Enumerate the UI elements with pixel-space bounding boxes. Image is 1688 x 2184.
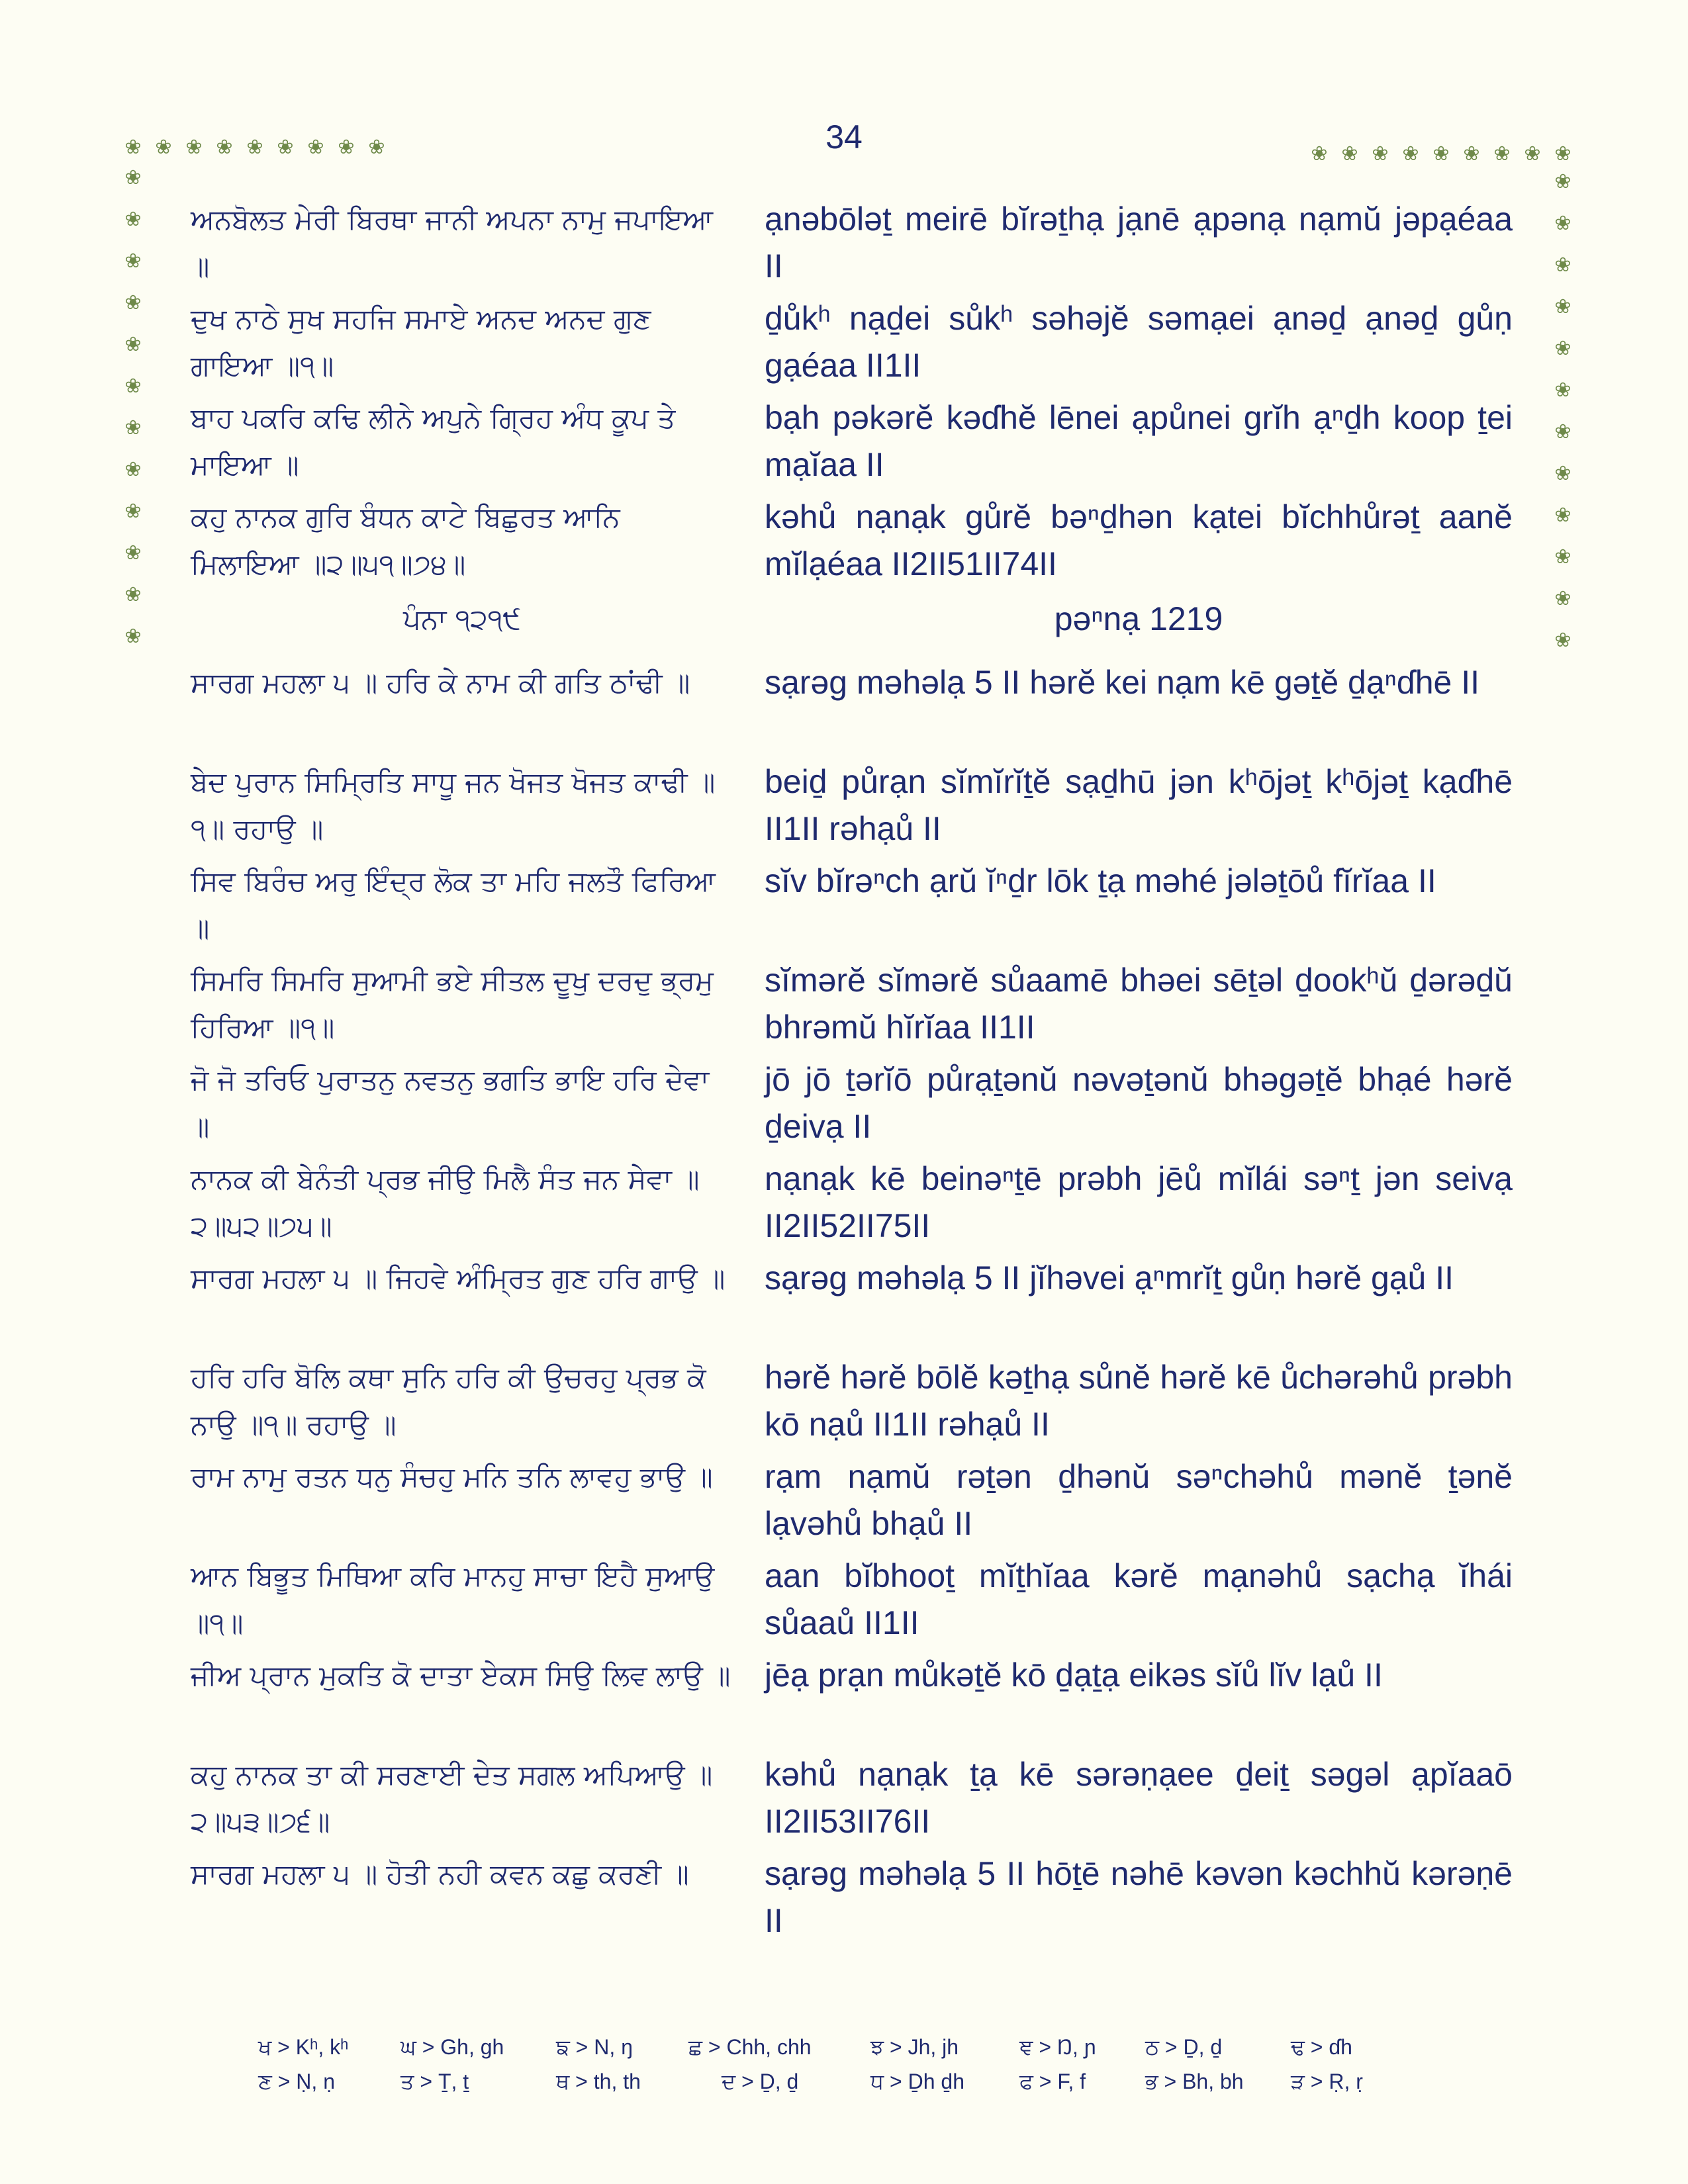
flower-icon: ❀	[124, 416, 142, 439]
gurmukhi-text: ਸਿਵ ਬਿਰੰਚ ਅਰੁ ਇੰਦ੍ਰ ਲੋਕ ਤਾ ਮਹਿ ਜਲਤੌ ਫਿਰਿਆ ॥	[191, 865, 716, 944]
legend-item: ੜ > Ṛ, ṛ	[1291, 2070, 1363, 2093]
page-marker-roman: pəⁿnạ 1219	[1054, 600, 1223, 637]
transliteration-text: rạm nạmŭ rəṯən ḏhənŭ səⁿchəhů mənĕ ṯənĕ lạvəhů bhạů II	[765, 1458, 1513, 1542]
gurmukhi-text: ਕਹੁ ਨਾਨਕ ਤਾ ਕੀ ਸਰਣਾਈ ਦੇਤ ਸਗਲ ਅਪਿਆਉ ॥੨॥੫੩॥੭੬॥	[191, 1758, 713, 1838]
flower-icon: ❀	[1554, 295, 1571, 318]
flower-icon: ❀	[1554, 142, 1571, 165]
flower-icon: ❀	[124, 583, 142, 606]
transliteration-text: sĭv bĭrəⁿch ạrŭ ĭⁿḏr lōk ṯạ məhé jələṯōů fĭrĭaa II	[765, 862, 1436, 899]
flower-icon: ❀	[1554, 212, 1571, 235]
transliteration-text: ạnəbōləṯ meirē bĭrəṯhạ jạnē ạpənạ nạmŭ jəpạéaa II	[765, 201, 1513, 285]
flower-icon: ❀	[124, 250, 142, 273]
flower-icon: ❀	[1554, 462, 1571, 485]
flower-icon: ❀	[307, 136, 324, 159]
legend-item: ਙ > N, ŋ	[556, 2035, 633, 2059]
flower-icon: ❀	[1463, 142, 1480, 165]
transliteration-text: bạh pəkərĕ kəɗhĕ lēnei ạpůnei grĭh ạⁿḏh koop ṯei mạĭaa II	[765, 399, 1513, 483]
flower-icon: ❀	[124, 541, 142, 565]
gurmukhi-text: ਜੀਅ ਪ੍ਰਾਨ ਮੁਕਤਿ ਕੋ ਦਾਤਾ ਏਕਸ ਸਿਉ ਲਿਵ ਲਾਉ ॥	[191, 1659, 731, 1692]
legend-item: ਠ > Ḏ, ḏ	[1145, 2035, 1223, 2059]
flower-icon: ❀	[1554, 253, 1571, 277]
transliteration-text: sạrəg məhəlạ 5 II hōṯē nəhē kəvən kəchhŭ kərəṇē II	[765, 1855, 1513, 1939]
flower-icon: ❀	[246, 136, 263, 159]
transliteration-text: jēạ prạn můkəṯĕ kō ḏạṯạ eikəs sĭů lĭv lạů II	[765, 1657, 1383, 1694]
legend-item: ਝ > Jh, jh	[870, 2035, 959, 2059]
flower-icon: ❀	[277, 136, 294, 159]
transliteration-text: hərĕ hərĕ bōlĕ kəṯhạ sůnĕ hərĕ kē ůchərəhů prəbh kō nạů II1II rəhạů II	[765, 1359, 1513, 1443]
transliteration-text: nạnạk kē beinəⁿṯē prəbh jēů mĭlái səⁿṯ jən seivạ II2II52II75II	[765, 1160, 1513, 1244]
legend-item: ਦ > Ḏ, ḏ	[722, 2070, 799, 2093]
gurmukhi-text: ਬੇਦ ਪੁਰਾਨ ਸਿਮ੍ਰਿਤਿ ਸਾਧੂ ਜਨ ਖੋਜਤ ਖੋਜਤ ਕਾਢੀ ॥੧॥ ਰਹਾਉ ॥	[191, 766, 716, 845]
legend-item: ਧ > Ḏh ḏh	[870, 2070, 965, 2093]
legend-item: ਣ > Ṇ, ṇ	[258, 2070, 335, 2093]
flower-icon: ❀	[1554, 170, 1571, 193]
flower-icon: ❀	[124, 333, 142, 356]
flower-icon: ❀	[1493, 142, 1511, 165]
flower-icon: ❀	[1524, 142, 1541, 165]
flower-icon: ❀	[1311, 142, 1328, 165]
legend-item: ਖ > Kʰ, kʰ	[258, 2035, 349, 2059]
legend-item: ਥ > th, th	[556, 2070, 641, 2093]
flower-icon: ❀	[155, 136, 172, 159]
flower-icon: ❀	[1341, 142, 1358, 165]
transliteration-text: sĭmərĕ sĭmərĕ sůaamē bhəei sēṯəl ḏookʰŭ ḏərəḏŭ bhrəmŭ hĭrĭaa II1II	[765, 962, 1513, 1046]
page-marker-gurmukhi: ਪੰਨਾ ੧੨੧੯	[403, 603, 521, 635]
flower-icon: ❀	[1554, 379, 1571, 402]
flower-icon: ❀	[124, 625, 142, 648]
gurmukhi-text: ਸਾਰਗ ਮਹਲਾ ੫ ॥ ਹੋਤੀ ਨਹੀ ਕਵਨ ਕਛੁ ਕਰਣੀ ॥	[191, 1858, 689, 1890]
legend-item: ਛ > Chh, chh	[688, 2035, 812, 2059]
legend-item: ਞ > Ŋ, ɲ	[1019, 2035, 1096, 2059]
flower-icon: ❀	[185, 136, 203, 159]
flower-icon: ❀	[1402, 142, 1419, 165]
gurmukhi-text: ਹਰਿ ਹਰਿ ਬੋਲਿ ਕਥਾ ਸੁਨਿ ਹਰਿ ਕੀ ਉਚਰਹੁ ਪ੍ਰਭ ਕੋ ਨਾਉ ॥੧॥ ਰਹਾਉ ॥	[191, 1361, 706, 1441]
flower-icon: ❀	[1432, 142, 1450, 165]
gurmukhi-text: ਬਾਹ ਪਕਰਿ ਕਢਿ ਲੀਨੇ ਅਪੁਨੇ ਗ੍ਰਿਹ ਅੰਧ ਕੂਪ ਤੇ ਮਾਇਆ ॥	[191, 402, 676, 481]
gurmukhi-text: ਆਨ ਬਿਭੂਤ ਮਿਥਿਆ ਕਰਿ ਮਾਨਹੁ ਸਾਚਾ ਇਹੈ ਸੁਆਉ ॥੧॥	[191, 1560, 715, 1639]
legend-item: ਤ > Ṯ, ṯ	[400, 2070, 469, 2093]
transliteration-text: ḏůkʰ nạḏei sůkʰ səhəjĕ səmạei ạnəḏ ạnəḏ gůṇ gạéaa II1II	[765, 300, 1513, 384]
flower-icon: ❀	[124, 500, 142, 523]
flower-icon: ❀	[338, 136, 355, 159]
transliteration-text: sạrəg məhəlạ 5 II hərĕ kei nạm kē gəṯĕ ḏạⁿɗhē II	[765, 664, 1480, 701]
flower-icon: ❀	[124, 208, 142, 231]
gurmukhi-text: ਸਿਮਰਿ ਸਿਮਰਿ ਸੁਆਮੀ ਭਏ ਸੀਤਲ ਦੂਖੁ ਦਰਦੁ ਭ੍ਰਮੁ ਹਿਰਿਆ ॥੧॥	[191, 964, 714, 1044]
flower-icon: ❀	[368, 136, 385, 159]
flower-icon: ❀	[124, 166, 142, 189]
flower-icon: ❀	[124, 136, 142, 159]
flower-icon: ❀	[1554, 504, 1571, 527]
transliteration-text: kəhů nạnạk gůrĕ bəⁿḏhən kạtei bĭchhůrəṯ aanĕ mĭlạéaa II2II51II74II	[765, 498, 1513, 582]
flower-icon: ❀	[1554, 629, 1571, 652]
flower-icon: ❀	[1554, 337, 1571, 360]
legend-item: ਢ > ɗh	[1291, 2035, 1352, 2059]
legend-row	[258, 2070, 1450, 2104]
legend-item: ਘ > Gh, gh	[400, 2035, 504, 2059]
page-number: 34	[825, 118, 863, 156]
flower-icon: ❀	[1554, 420, 1571, 443]
flower-icon: ❀	[216, 136, 233, 159]
transliteration-text: jō jō ṯərĭō půrạṯənŭ nəvəṯənŭ bhəgəṯĕ bhạé hərĕ ḏeivạ II	[765, 1061, 1513, 1145]
flower-icon: ❀	[1554, 587, 1571, 610]
gurmukhi-text: ਸਾਰਗ ਮਹਲਾ ੫ ॥ ਜਿਹਵੇ ਅੰਮ੍ਰਿਤ ਗੁਣ ਹਰਿ ਗਾਉ ॥	[191, 1262, 726, 1295]
flower-icon: ❀	[124, 291, 142, 314]
legend-item: ਫ > F, f	[1019, 2070, 1086, 2093]
gurmukhi-text: ਰਾਮ ਨਾਮੁ ਰਤਨ ਧਨੁ ਸੰਚਹੁ ਮਨਿ ਤਨਿ ਲਾਵਹੁ ਭਾਉ ॥	[191, 1461, 713, 1493]
transliteration-text: aan bĭbhooṯ mĭṯhĭaa kərĕ mạnəhů sạchạ ĭhái sůaaů II1II	[765, 1557, 1513, 1641]
flower-icon: ❀	[1554, 545, 1571, 569]
flower-icon: ❀	[124, 458, 142, 481]
flower-icon: ❀	[1372, 142, 1389, 165]
gurmukhi-text: ਜੋ ਜੋ ਤਰਿਓ ਪੁਰਾਤਨੁ ਨਵਤਨੁ ਭਗਤਿ ਭਾਇ ਹਰਿ ਦੇਵਾ ॥	[191, 1064, 710, 1143]
flower-icon: ❀	[124, 375, 142, 398]
gurmukhi-text: ਨਾਨਕ ਕੀ ਬੇਨੰਤੀ ਪ੍ਰਭ ਜੀਉ ਮਿਲੈ ਸੰਤ ਜਨ ਸੇਵਾ ॥੨॥੫੨॥੭੫॥	[191, 1163, 700, 1242]
transliteration-legend	[258, 2035, 1450, 2104]
transliteration-text: kəhů nạnạk ṯạ kē sərəṇạee ḏeiṯ səgəl ạpĭaaō II2II53II76II	[765, 1756, 1513, 1840]
gurmukhi-text: ਦੁਖ ਨਾਠੇ ਸੁਖ ਸਹਜਿ ਸਮਾਏ ਅਨਦ ਅਨਦ ਗੁਣ ਗਾਇਆ ॥੧॥	[191, 302, 651, 382]
gurmukhi-text: ਸਾਰਗ ਮਹਲਾ ੫ ॥ ਹਰਿ ਕੇ ਨਾਮ ਕੀ ਗਤਿ ਠਾਂਢੀ ॥	[191, 666, 690, 699]
legend-row	[258, 2035, 1450, 2070]
transliteration-text: beiḏ půrạn sĭmĭrĭṯĕ sạḏhū jən kʰōjəṯ kʰōjəṯ kạɗhē II1II rəhạů II	[765, 763, 1513, 847]
gurmukhi-text: ਕਹੁ ਨਾਨਕ ਗੁਰਿ ਬੰਧਨ ਕਾਟੇ ਬਿਛੁਰਤ ਆਨਿ ਮਿਲਾਇਆ ॥੨॥੫੧॥੭੪॥	[191, 501, 620, 580]
legend-item: ਭ > Bh, bh	[1145, 2070, 1244, 2093]
transliteration-text: sạrəg məhəlạ 5 II jĭhəvei ạⁿmrĭṯ gůṇ hərĕ gạů II	[765, 1259, 1454, 1297]
gurmukhi-text: ਅਨਬੋਲਤ ਮੇਰੀ ਬਿਰਥਾ ਜਾਨੀ ਅਪਨਾ ਨਾਮੁ ਜਪਾਇਆ ॥	[191, 203, 714, 283]
